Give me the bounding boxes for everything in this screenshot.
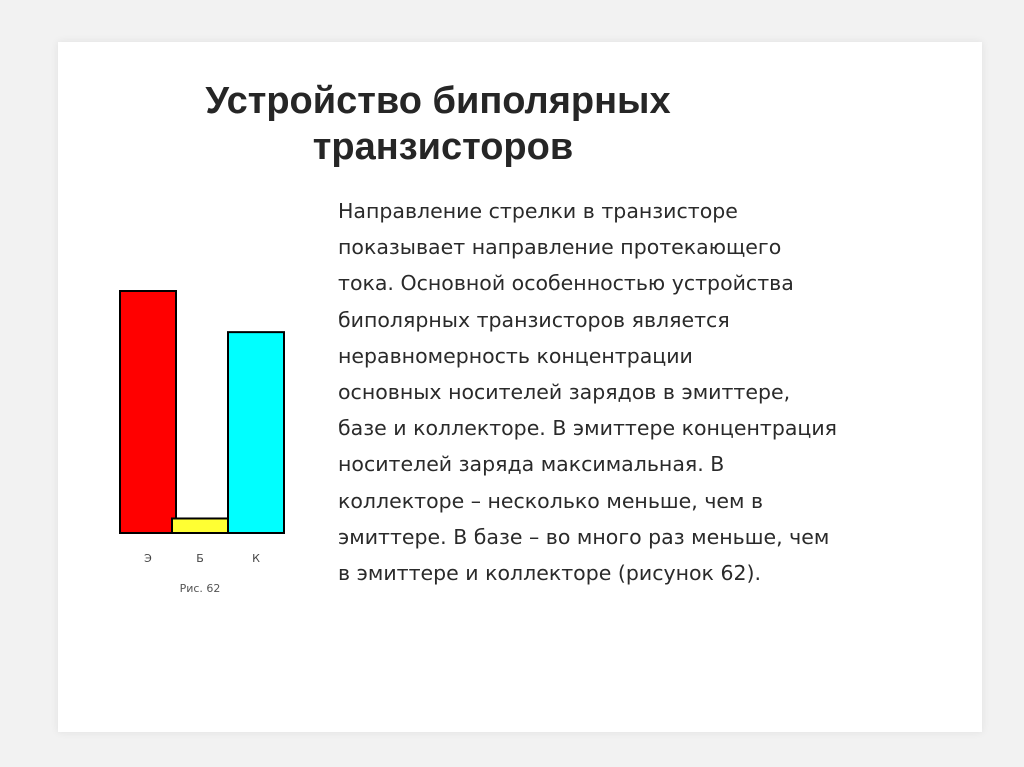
concentration-figure xyxy=(118,242,298,602)
paragraph-line: основных носителей зарядов в эмиттере, xyxy=(338,380,791,405)
category-label: Э xyxy=(144,552,152,565)
title-line-1: Устройство биполярных xyxy=(205,80,671,122)
paragraph-line: неравномерность концентрации xyxy=(338,343,693,368)
title-line-2: транзисторов xyxy=(312,126,574,168)
paragraph-line: тока. Основной особенностью устройства xyxy=(338,271,794,296)
paragraph-line: в эмиттере и коллекторе (рисунок 62). xyxy=(338,561,762,586)
slide-title xyxy=(58,78,818,170)
bar-chart xyxy=(118,242,298,602)
bar-1 xyxy=(172,518,228,533)
bar-2 xyxy=(228,332,284,533)
category-label: Б xyxy=(196,552,204,565)
category-label: К xyxy=(252,552,260,565)
paragraph-line: коллекторе – несколько меньше, чем в xyxy=(338,488,764,513)
slide xyxy=(58,42,982,732)
paragraph-line: эмиттере. В базе – во много раз меньше, чем xyxy=(338,524,830,549)
bar-0 xyxy=(120,291,176,533)
body-paragraph xyxy=(338,193,938,591)
paragraph-line: базе и коллекторе. В эмиттере концентрация xyxy=(338,416,838,441)
paragraph-line: биполярных транзисторов является xyxy=(338,307,730,332)
figure-caption: Рис. 62 xyxy=(179,582,221,595)
paragraph-line: Направление стрелки в транзисторе xyxy=(338,199,738,223)
paragraph-line: показывает направление протекающего xyxy=(338,235,782,260)
paragraph-line: носителей заряда максимальная. В xyxy=(338,452,725,477)
